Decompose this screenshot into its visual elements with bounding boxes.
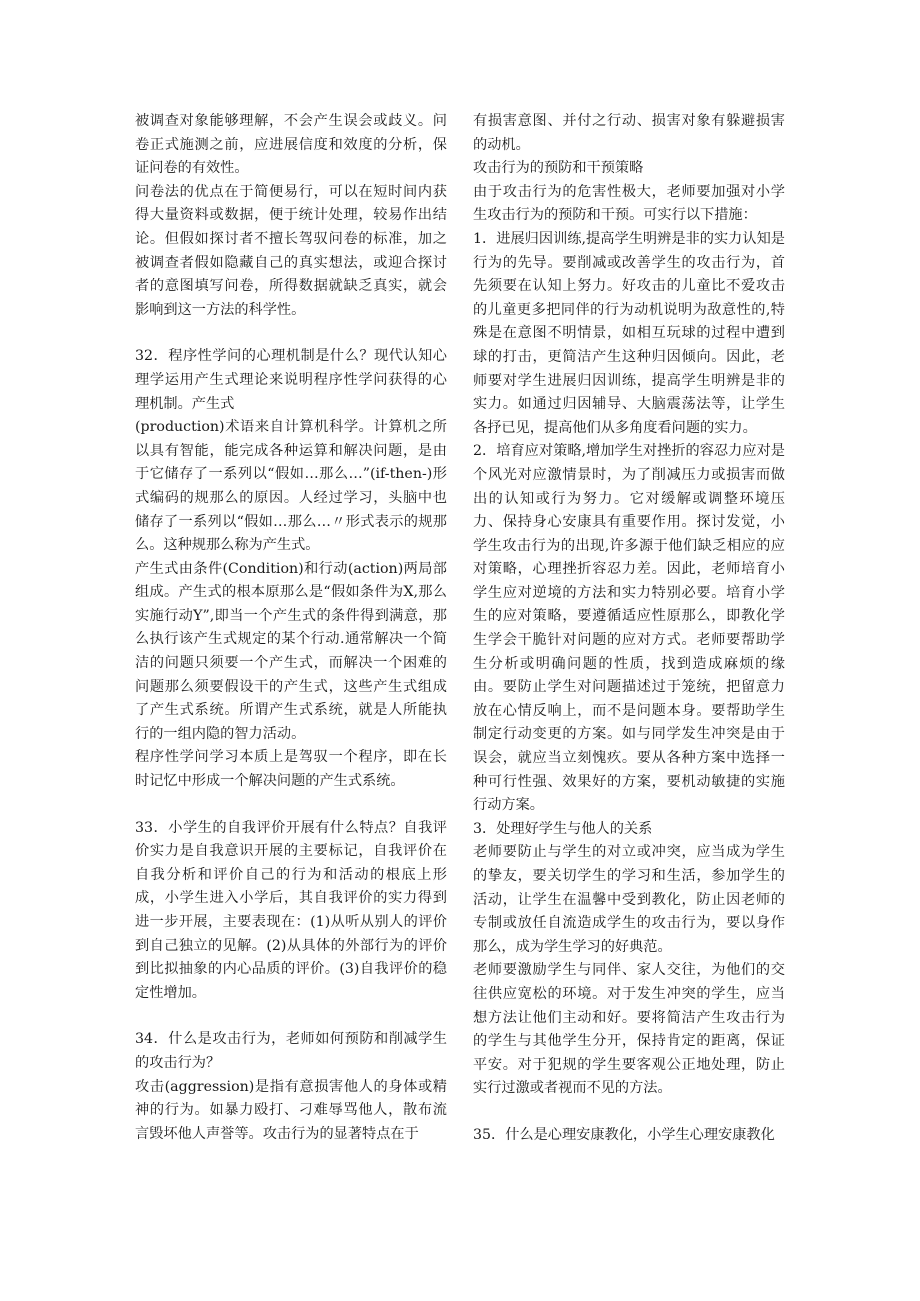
list-item-relationships-heading: 3．处理好学生与他人的关系 <box>473 820 653 837</box>
paragraph-q34-heading: 34．什么是攻击行为，老师如何预防和削减学生的攻击行为？ <box>135 1031 447 1071</box>
paragraph-q32-essence: 程序性学问学习本质上是驾驭一个程序，即在长时记忆中形成一个解决问题的产生式系统。 <box>135 749 447 790</box>
paragraph-q34-definition: 攻击(aggression)是指有意损害他人的身体或精神的行为。如暴力殴打、刁难辱骂他人，散布流言毁坏他人声誉等。攻击行为的显著特点在于 <box>135 1078 447 1142</box>
paragraph-q32-heading: 32．程序性学问的心理机制是什么？现代认知心理学运用产生式理论来说明程序性学问获得的心理机制。产生式 <box>135 348 447 412</box>
paragraph-q33: 33．小学生的自我评价开展有什么特点？自我评价实力是自我意识开展的主要标记，自我评价在自我分析和评价自己的行为和活动的根底上形成，小学生进入小学后，其自我评价的实力得到进一步开展，主要表现在：(1)从听从别人的评价到自己独立的见解。(2)从具体的外部行为的评价到比拟抽象的内心品质的评价。(3)自我评价的稳定性增加。 <box>135 819 447 1001</box>
left-column <box>135 110 447 1146</box>
paragraph-q34-continued: 有损害意图、并付之行动、损害对象有躲避损害的动机。 <box>473 113 785 153</box>
paragraph-q32-condition-action: 产生式由条件(Condition)和行动(action)两局部组成。产生式的根本原那么是“假如条件为X,那么实施行动Y”,即当一个产生式的条件得到满意，那么执行该产生式规定的某个行动.通常解决一个简洁的问题只须要一个产生式，而解决一个困难的问题那么须要假设干的产生式，这些产生式组成了产生式系统。所谓产生式系统，就是人所能执行的一组内隐的智力活动。 <box>135 560 447 742</box>
paragraph-q35-heading: 35．什么是心理安康教化，小学生心理安康教化 <box>473 1126 775 1143</box>
paragraph-questionnaire-intro: 被调查对象能够理解，不会产生误会或歧义。问卷正式施测之前，应进展信度和效度的分析，保证问卷的有效性。 <box>135 113 447 177</box>
paragraph-questionnaire-advantages: 问卷法的优点在于简便易行，可以在短时间内获得大量资料或数据，便于统计处理，较易作出结论。但假如探讨者不擅长驾驭问卷的标准，加之被调查者假如隐藏自己的真实想法，或迎合探讨者的意图填写问卷，所得数据就缺乏真实，就会影响到这一方法的科学性。 <box>135 183 447 318</box>
list-item-attribution-training: 1．进展归因训练,提高学生明辨是非的实力认知是行为的先导。要削减或改善学生的攻击行为，首先须要在认知上努力。好攻击的儿童比不爱攻击的儿童更多把同伴的行为动机说明为敌意性的,特殊是在意图不明情景，如相互玩球的过程中遭到球的打击，更简洁产生这种归因倾向。因此，老师要对学生进展归因训练，提高学生明辨是非的实力。如通过归因辅导、大脑震荡法等，让学生各抒已见，提高他们从多角度看问题的实力。 <box>473 230 785 436</box>
paragraph-q32-production: (production)术语来自计算机科学。计算机之所以具有智能，能完成各种运算和解决问题，是由于它储存了一系列以“假如…那么…”(if-then-)形式编码的规那么的原因。人经过学习，头脑中也储存了一系列以“假如…那么…〃形式表示的规那么。这种规那么称为产生式。 <box>135 419 447 554</box>
paragraph-peer-interaction: 老师要激励学生与同伴、家人交往，为他们的交往供应宽松的环境。对于发生冲突的学生，应当想方法让他们主动和好。要将简洁产生攻击行为的学生与其他学生分开，保持肯定的距离，保证平安。对于犯规的学生要客观公正地处理，防止实行过激或者视而不见的方法。 <box>473 962 785 1097</box>
paragraph-teacher-student: 老师要防止与学生的对立或冲突，应当成为学生的挚友，要关切学生的学习和生活，参加学生的活动，让学生在温馨中受到教化，防止因老师的专制或放任自流造成学生的攻击行为，要以身作那么，成为学生学习的好典范。 <box>473 844 785 955</box>
section-heading-strategies: 攻击行为的预防和干预策略 <box>473 160 644 177</box>
list-item-coping-strategies: 2．培育应对策略,增加学生对挫折的容忍力应对是个风光对应激情景时，为了削减压力或损害而做出的认知或行为努力。它对缓解或调整环境压力、保持身心安康具有重要作用。探讨发觉，小学生攻击行为的出现,许多源于他们缺乏相应的应对策略，心理挫折容忍力差。因此，老师培育小学生应对逆境的方法和实力特别必要。培育小学生的应对策略，要遵循适应性原那么，即教化学生学会干脆针对问题的应对方式。老师要帮助学生分析或明确问题的性质，找到造成麻烦的缘由。要防止学生对问题描述过于笼统，把留意力放在心情反响上，而不是问题本身。要帮助学生制定行动变更的方案。如与同学发生冲突是由于误会，就应当立刻愧疚。要从各种方案中选择一种可行性强、效果好的方案，要机动敏捷的实施行动方案。 <box>473 443 785 814</box>
paragraph-strategies-intro: 由于攻击行为的危害性极大，老师要加强对小学生攻击行为的预防和干预。可实行以下措施： <box>473 183 785 224</box>
right-column <box>473 110 785 1148</box>
